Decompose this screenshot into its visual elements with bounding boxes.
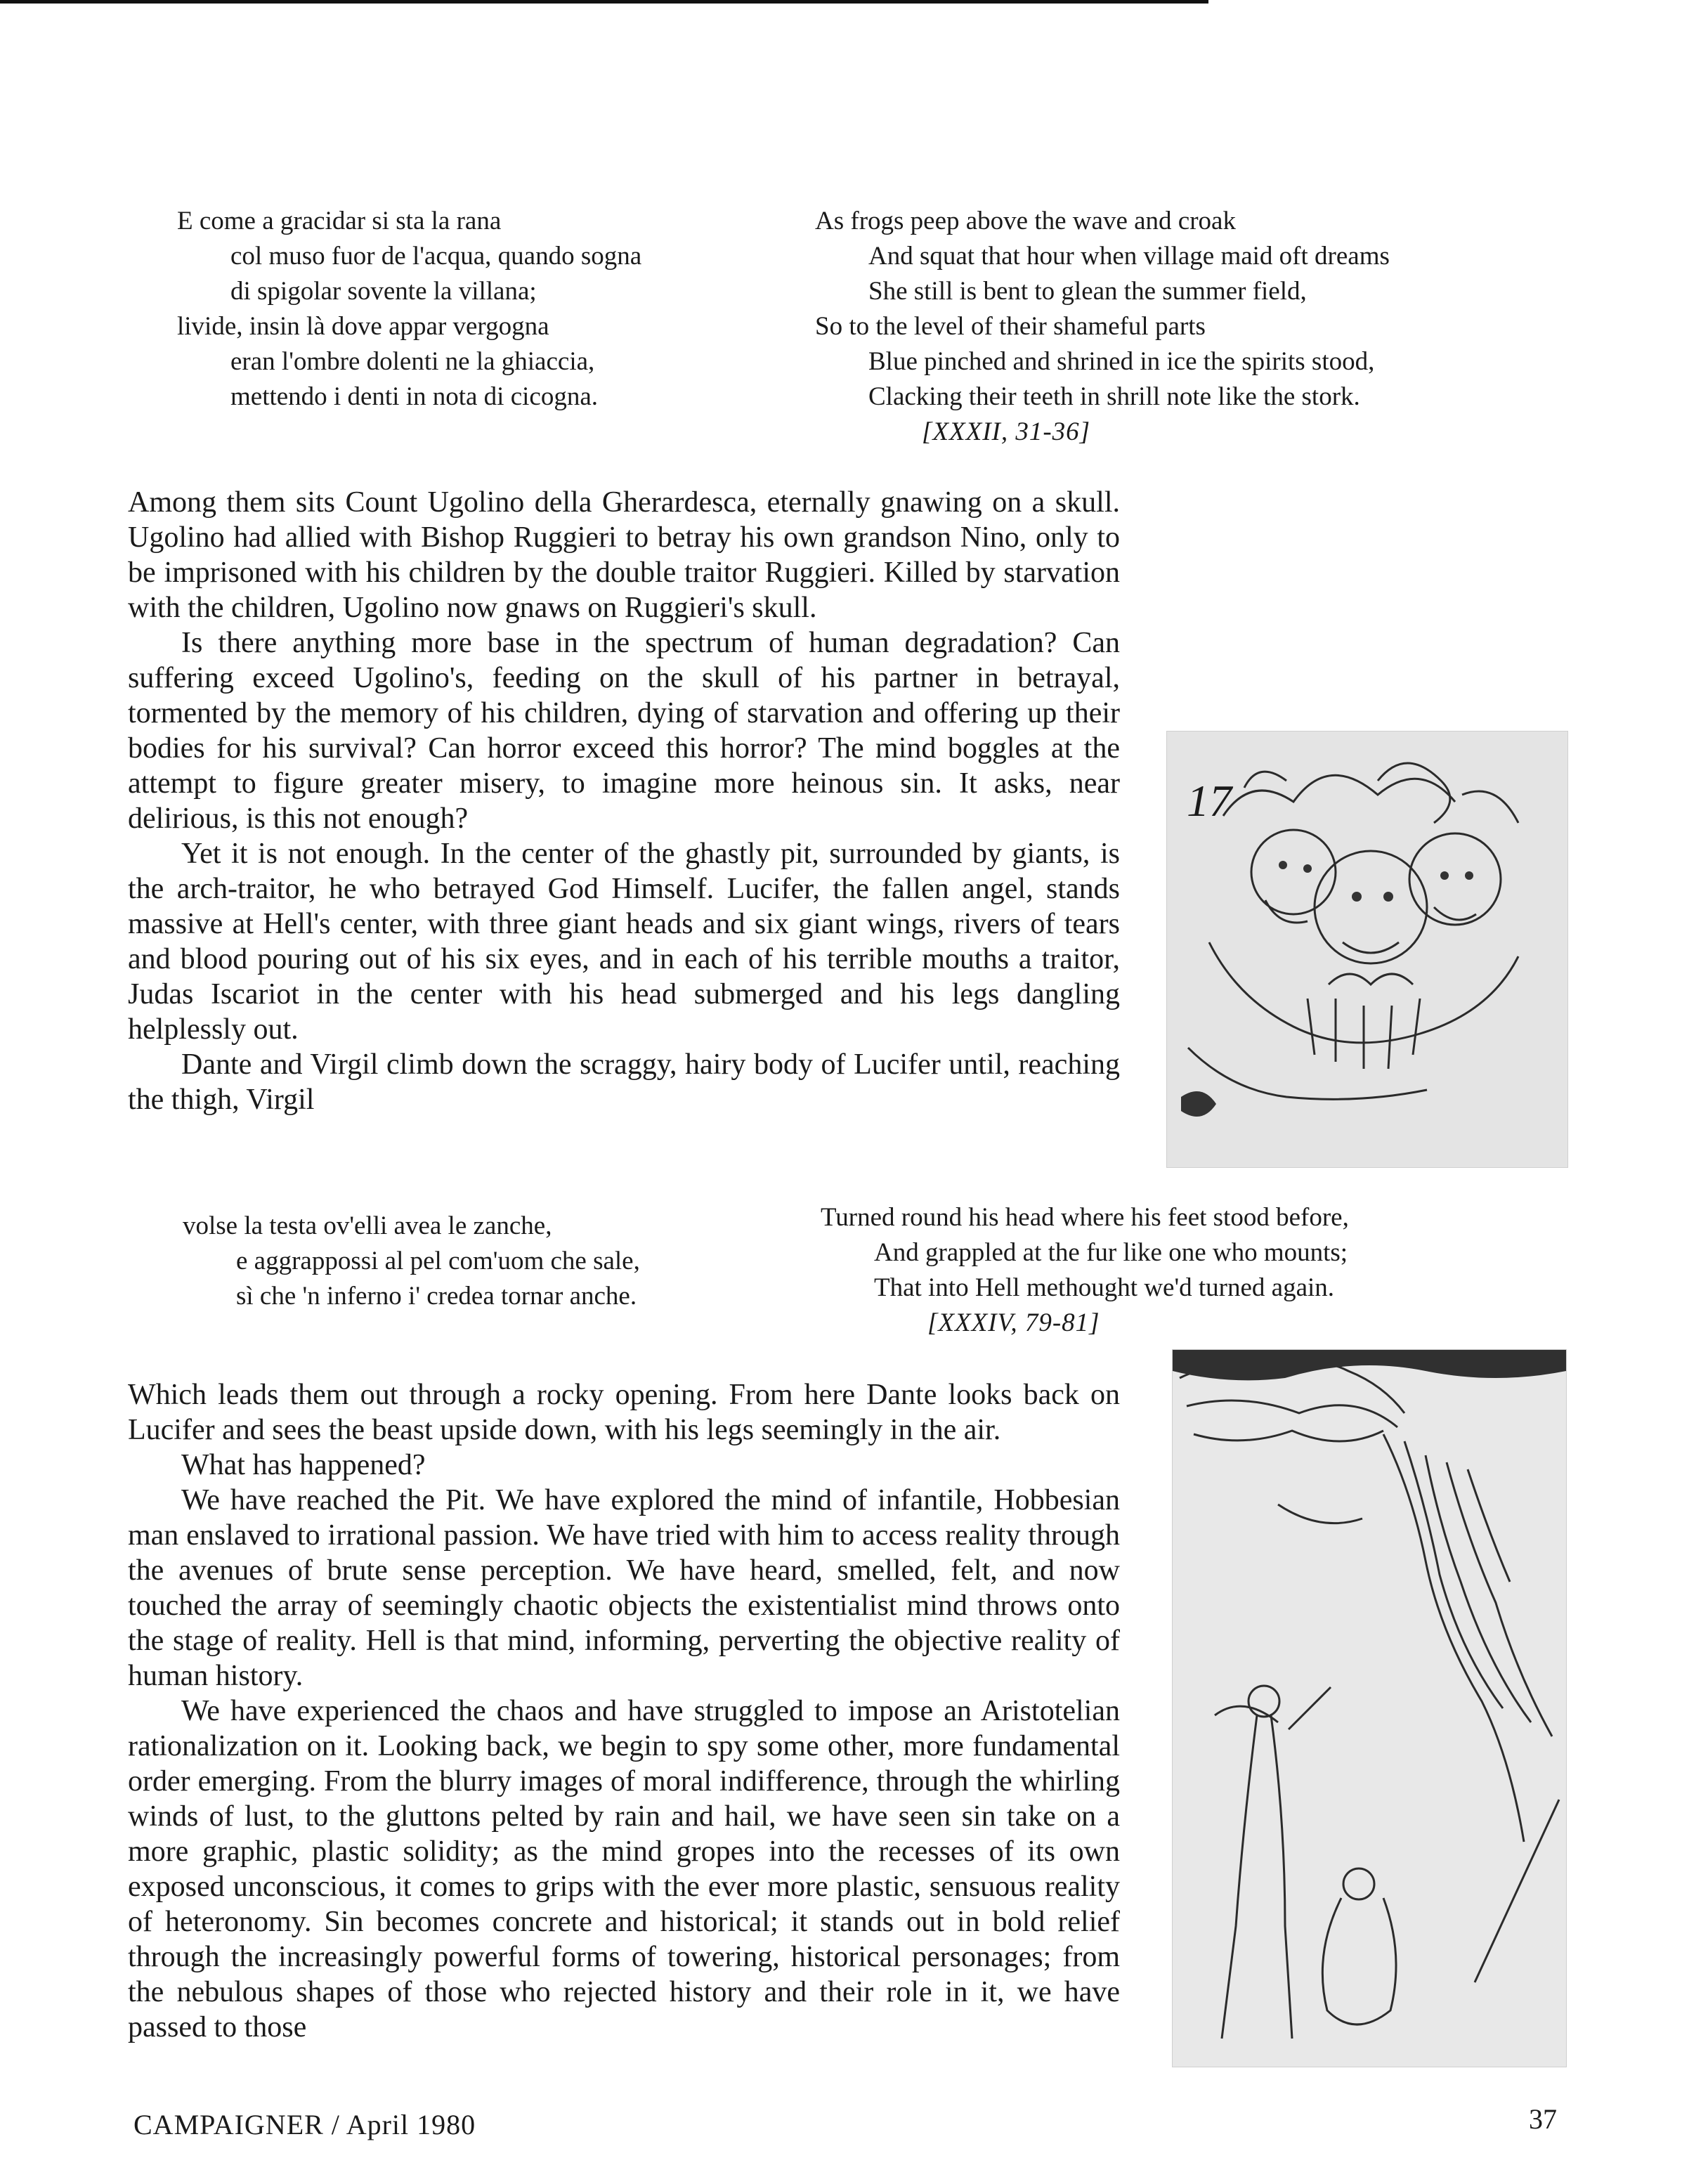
paragraph: Among them sits Count Ugolino della Gherardesca, eternally gnawing on a skull. Ugolino had allied with Bishop Ruggieri to betray his own grandson Nino, only to be imprisoned with his children by the double traitor Ruggieri. Killed by starvation with the children, Ugolino now gnaws on Ruggieri's skull.: [128, 486, 1120, 624]
figure-mark: 17: [1187, 776, 1232, 826]
paragraph: Is there anything more base in the spectrum of human degradation? Can suffering exceed Ugolino's, feeding on the skull of his partner in betrayal, tormented by the memory of his children, dying of starvation and offering up their bodies for his survival? Can horror exceed this horror? The mind boggles at the attempt to figure greater misery, to imagine more heinous sin. It asks, near delirious, is this not enough?: [128, 627, 1120, 835]
paragraph: Yet it is not enough. In the center of the ghastly pit, surrounded by giants, is the arch-traitor, he who betrayed God Himself. Lucifer, the fallen angel, stands massive at Hell's center, with three giant heads and six giant wings, rivers of tears and blood pouring out of his six eyes, and in each of his terrible mouths a traitor, Judas Iscariot in the center with his head submerged and his legs dangling helplessly out.: [128, 838, 1120, 1046]
verse-line: e aggrappossi al pel com'uom che sale,: [236, 1247, 640, 1275]
verse-line: So to the level of their shameful parts: [815, 312, 1206, 341]
verse2-english: [821, 1200, 1565, 1341]
prose-section-1: [128, 485, 1120, 1117]
paragraph: We have reached the Pit. We have explored the mind of infantile, Hobbesian man enslaved to irrational passion. We have tried with him to access reality through the avenues of brute sense perception. We have heard, smelled, felt, and now touched the array of seemingly chaotic objects the existentialist mind throws onto the stage of reality. Hell is that mind, informing, perverting the objective reality of human history.: [128, 1484, 1120, 1692]
verse-line: di spigolar sovente la villana;: [230, 277, 537, 306]
verse-line: col muso fuor de l'acqua, quando sogna: [230, 242, 642, 271]
top-rule: [0, 0, 1208, 4]
verse-line: That into Hell methought we'd turned again.: [874, 1273, 1335, 1302]
verse-line: eran l'ombre dolenti ne la ghiaccia,: [230, 347, 595, 376]
verse-citation: [XXXII, 31-36]: [922, 417, 1091, 446]
verse2-italian: [183, 1209, 787, 1314]
paragraph: Which leads them out through a rocky opening. From here Dante looks back on Lucifer and sees the beast upside down, with his legs seemingly in the air.: [128, 1379, 1120, 1446]
paragraph: We have experienced the chaos and have struggled to impose an Aristotelian rationalization on it. Looking back, we begin to spy some other, more fundamental order emerging. From the blurry images of moral indifference, through the whirling winds of lust, to the gluttons pelted by rain and hail, we have seen sin take on a more graphic, plastic solidity; as the mind gropes into the recesses of its own exposed unconscious, it comes to grips with the ever more plastic, sensuous reality of heteronomy. Sin becomes concrete and historical; it stands out in bold relief through the increasingly powerful forms of towering, historical personages; from the nebulous shapes of those who rejected history and their role in it, we have passed to those: [128, 1695, 1120, 2043]
verse1-italian: [177, 204, 753, 415]
verse-line: Blue pinched and shrined in ice the spirits stood,: [868, 347, 1375, 376]
verse-line: livide, insin là dove appar vergogna: [177, 312, 549, 341]
verse-citation: [XXXIV, 79-81]: [927, 1308, 1100, 1337]
verse-line: mettendo i denti in nota di cicogna.: [230, 382, 599, 411]
verse-line: As frogs peep above the wave and croak: [815, 207, 1236, 235]
verse1-english: [815, 204, 1553, 450]
prose-section-2: [128, 1377, 1120, 2045]
publication-footer: CAMPAIGNER / April 1980: [133, 2109, 476, 2140]
verse-line: She still is bent to glean the summer field,: [868, 277, 1307, 306]
verse-line: Clacking their teeth in shrill note like the stork.: [868, 382, 1360, 411]
verse-line: E come a gracidar si sta la rana: [177, 207, 502, 235]
paragraph: Dante and Virgil climb down the scraggy, hairy body of Lucifer until, reaching the thigh, Virgil: [128, 1048, 1120, 1116]
lucifer-climb-illustration: [1172, 1349, 1567, 2067]
page-number: 37: [1529, 2103, 1557, 2135]
paragraph: What has happened?: [181, 1449, 426, 1481]
verse-line: And squat that hour when village maid oft dreams: [868, 242, 1390, 271]
verse-line: And grappled at the fur like one who mounts;: [874, 1238, 1348, 1267]
verse-line: Turned round his head where his feet stood before,: [821, 1203, 1349, 1232]
verse-line: volse la testa ov'elli avea le zanche,: [183, 1211, 552, 1240]
lucifer-illustration: [1166, 731, 1568, 1168]
verse-line: sì che 'n inferno i' credea tornar anche.: [236, 1282, 637, 1311]
